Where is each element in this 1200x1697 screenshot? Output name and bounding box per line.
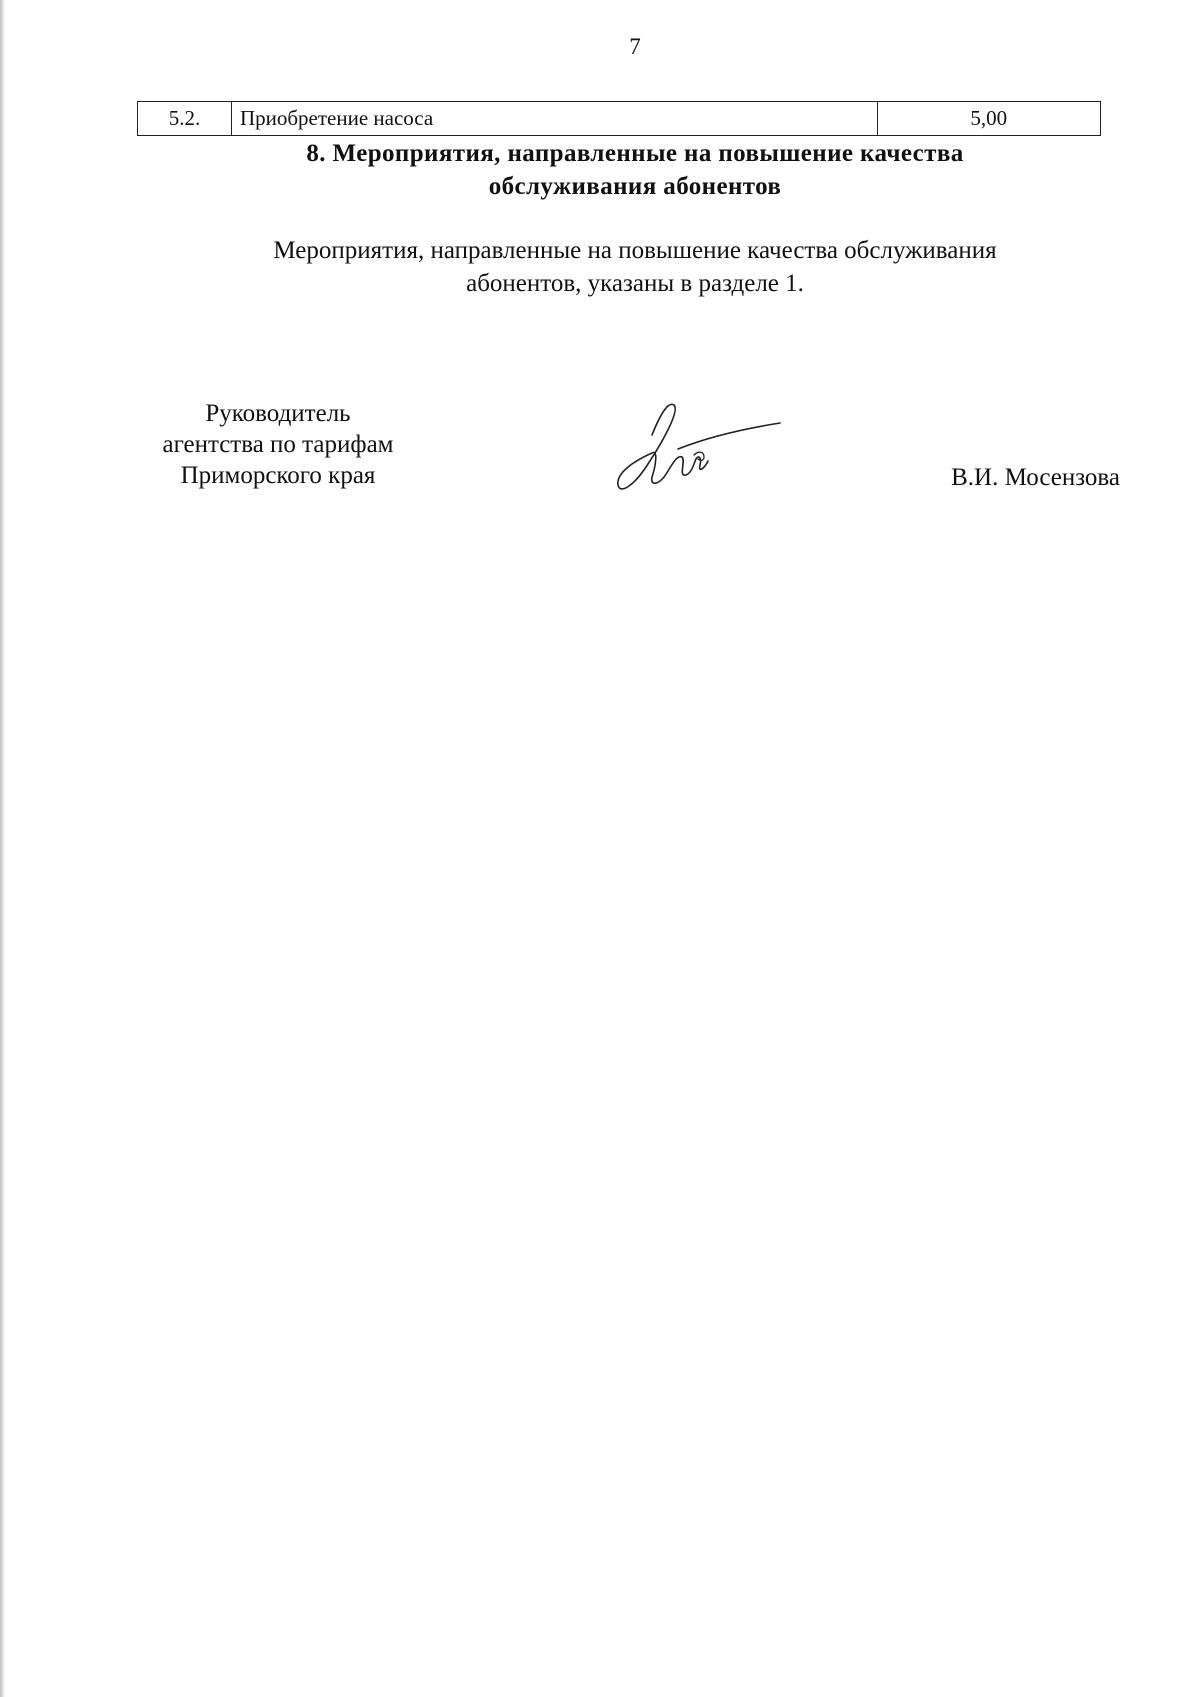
row-value-cell: 5,00	[877, 102, 1100, 136]
section-heading	[200, 137, 1070, 203]
row-name-cell: Приобретение насоса	[231, 102, 877, 136]
section-paragraph	[180, 234, 1090, 300]
signer-position-line-2: агентства по тарифам	[162, 431, 394, 458]
section-paragraph-line-1: Мероприятия, направленные на повышение качества обслуживания	[273, 237, 997, 264]
row-number-cell: 5.2.	[138, 102, 232, 136]
signer-position	[128, 398, 428, 491]
page-edge-shadow	[0, 0, 5, 1697]
section-heading-line-2: обслуживания абонентов	[488, 173, 782, 200]
signer-position-line-3: Приморского края	[180, 462, 376, 489]
section-heading-line-1: 8. Мероприятия, направленные на повышение качества	[306, 140, 964, 167]
section-paragraph-line-2: абонентов, указаны в разделе 1.	[466, 270, 804, 297]
handwritten-signature	[612, 395, 792, 505]
measures-table	[137, 101, 1101, 136]
table-row	[138, 102, 1101, 136]
page-number: 7	[629, 34, 641, 59]
signer-name: В.И. Мосензова	[951, 464, 1120, 491]
signer-position-line-1: Руководитель	[205, 400, 351, 427]
